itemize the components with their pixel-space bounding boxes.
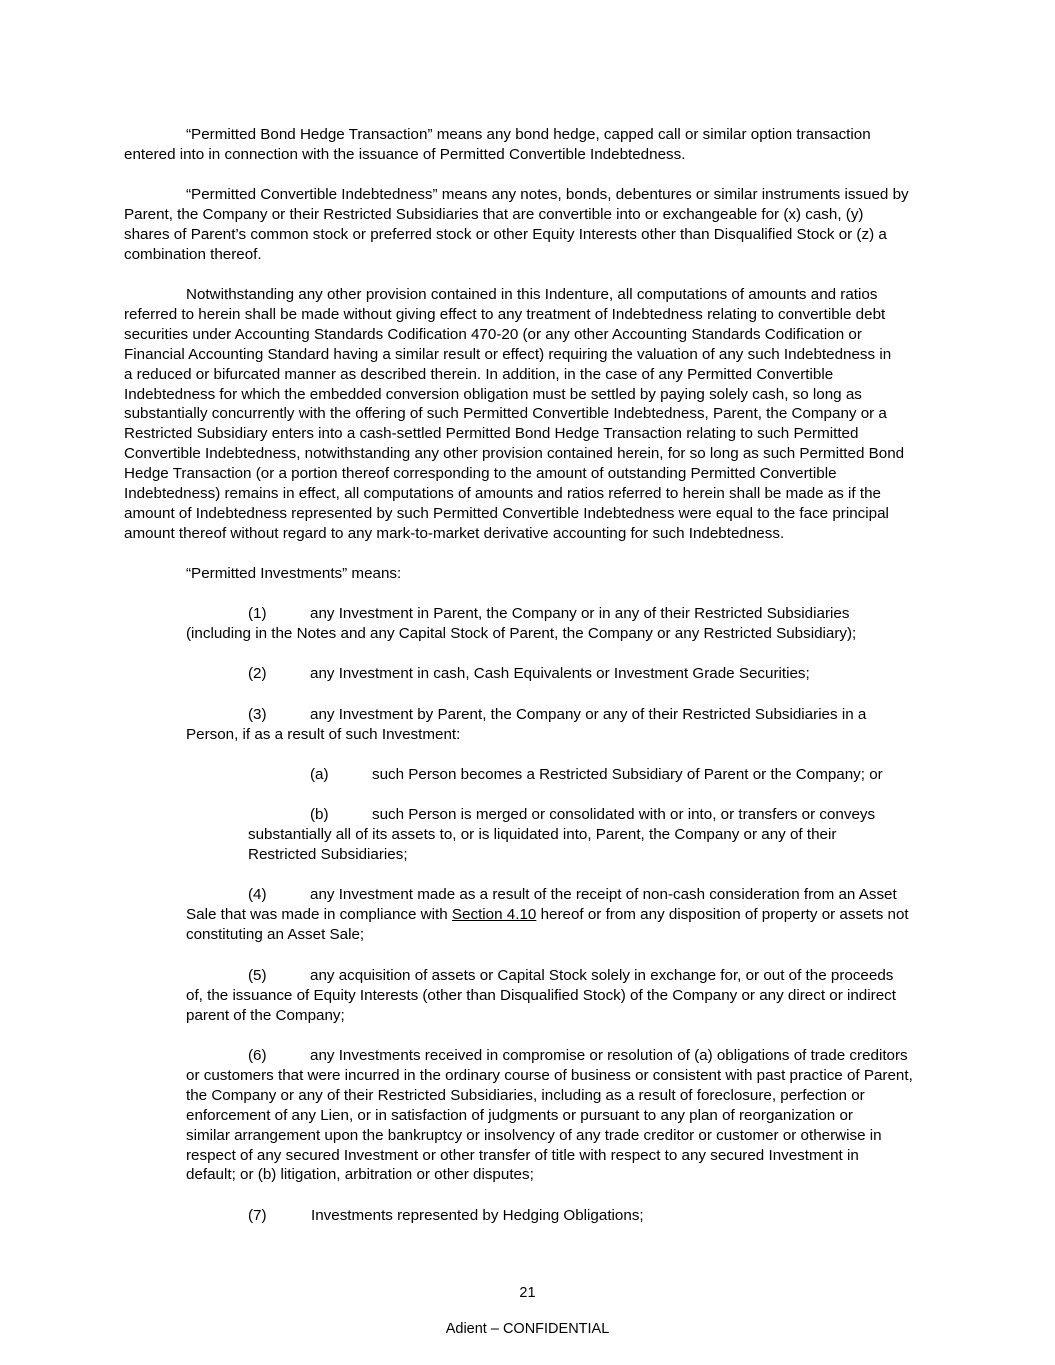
item-number: (6) bbox=[248, 1047, 267, 1064]
text-line: similar arrangement upon the bankruptcy or insolvency of any trade creditor or customer or otherwise in bbox=[186, 1126, 882, 1144]
text-line: Hedge Transaction (or a portion thereof corresponding to the amount of outstanding Permitted Convertible bbox=[124, 465, 837, 483]
confidential-footer: Adient – CONFIDENTIAL bbox=[445, 1321, 610, 1337]
text-line: such Person is merged or consolidated with or into, or transfers or conveys bbox=[372, 806, 876, 823]
text-line: any acquisition of assets or Capital Stock solely in exchange for, or out of the proceeds bbox=[310, 967, 894, 984]
text-line: such Person becomes a Restricted Subsidiary of Parent or the Company; or bbox=[372, 766, 883, 783]
text-segment: Sale that was made in compliance with bbox=[186, 905, 452, 923]
list-item-4 bbox=[186, 885, 909, 945]
list-item-5 bbox=[186, 966, 896, 1026]
text-line: “Permitted Investments” means: bbox=[186, 565, 402, 582]
text-line: Indebtedness for which the embedded conversion obligation must be settled by paying solely cash, so long as bbox=[124, 385, 862, 403]
text-line: any Investment in Parent, the Company or in any of their Restricted Subsidiaries bbox=[310, 605, 850, 622]
list-item-7 bbox=[186, 1206, 644, 1226]
page-number: 21 bbox=[519, 1285, 536, 1301]
text-line: of, the issuance of Equity Interests (other than Disqualified Stock) of the Company or any direct or indirect bbox=[186, 986, 896, 1004]
notwithstanding-paragraph bbox=[124, 285, 904, 544]
text-line: Convertible Indebtedness, notwithstanding any other provision contained herein, for so long as such Permitted Bond bbox=[124, 445, 905, 463]
item-number: (5) bbox=[248, 967, 267, 984]
text-line: amount of Indebtedness represented by such Permitted Convertible Indebtedness were equal to the face principal bbox=[124, 504, 889, 522]
item-number: (a) bbox=[310, 766, 329, 783]
text-line: any Investment made as a result of the receipt of non-cash consideration from an Asset bbox=[310, 886, 897, 903]
text-line: referred to herein shall be made without giving effect to any treatment of Indebtedness relating to convertible debt bbox=[124, 305, 886, 323]
list-item-6 bbox=[186, 1046, 913, 1185]
list-item-2 bbox=[186, 664, 810, 684]
text-line: substantially concurrently with the offering of such Permitted Convertible Indebtedness, Parent, the Company or a bbox=[124, 405, 887, 423]
text-line: entered into in connection with the issuance of Permitted Convertible Indebtedness. bbox=[124, 145, 686, 163]
item-number: (3) bbox=[248, 706, 267, 723]
list-item-3b bbox=[248, 805, 875, 865]
text-segment: hereof or from any disposition of property or assets not bbox=[536, 905, 909, 923]
list-item-1 bbox=[186, 604, 856, 644]
text-line: the Company or any of their Restricted Subsidiaries, including as a result of foreclosure, perfection or bbox=[186, 1086, 865, 1104]
text-line: default; or (b) litigation, arbitration or other disputes; bbox=[186, 1166, 534, 1184]
text-line: Person, if as a result of such Investment: bbox=[186, 725, 461, 743]
text-line: enforcement of any Lien, or in satisfaction of judgments or pursuant to any plan of reorganization or bbox=[186, 1106, 853, 1124]
text-line: securities under Accounting Standards Codification 470-20 (or any other Accounting Standards Codification or bbox=[124, 325, 862, 343]
text-line: respect of any secured Investment or other transfer of title with respect to any secured Investment in bbox=[186, 1146, 859, 1164]
text-line: constituting an Asset Sale; bbox=[186, 925, 365, 943]
definition-permitted-investments bbox=[186, 564, 401, 584]
text-line: combination thereof. bbox=[124, 245, 262, 263]
text-line: any Investment in cash, Cash Equivalents or Investment Grade Securities; bbox=[310, 665, 810, 682]
text-line: Investments represented by Hedging Obligations; bbox=[311, 1207, 644, 1224]
text-line: Notwithstanding any other provision contained in this Indenture, all computations of amounts and ratios bbox=[186, 286, 878, 303]
text-line: Financial Accounting Standard having a similar result or effect) requiring the valuation of any such Indebtedness in bbox=[124, 345, 892, 363]
text-line: substantially all of its assets to, or is liquidated into, Parent, the Company or any of their bbox=[248, 825, 837, 843]
text-line: Restricted Subsidiary enters into a cash-settled Permitted Bond Hedge Transaction relating to such Permitted bbox=[124, 425, 859, 443]
text-line: amount thereof without regard to any mark-to-market derivative accounting for such Indebtedness. bbox=[124, 524, 785, 542]
list-item-3a bbox=[248, 765, 883, 785]
text-line bbox=[186, 905, 909, 925]
section-reference-link[interactable]: Section 4.10 bbox=[451, 905, 537, 923]
list-item-3 bbox=[186, 705, 866, 745]
text-line: (including in the Notes and any Capital Stock of Parent, the Company or any Restricted Subsidiary); bbox=[186, 624, 857, 642]
text-line: “Permitted Bond Hedge Transaction” means any bond hedge, capped call or similar option transaction bbox=[186, 126, 871, 143]
item-number: (7) bbox=[248, 1207, 267, 1224]
item-number: (4) bbox=[248, 886, 267, 903]
definition-permitted-convertible-indebtedness bbox=[124, 185, 909, 265]
text-line: “Permitted Convertible Indebtedness” means any notes, bonds, debentures or similar instruments issued by bbox=[186, 186, 909, 203]
definition-permitted-bond-hedge bbox=[124, 125, 871, 165]
item-number: (b) bbox=[310, 806, 329, 823]
text-line: any Investment by Parent, the Company or any of their Restricted Subsidiaries in a bbox=[310, 706, 867, 723]
text-line: any Investments received in compromise or resolution of (a) obligations of trade creditors bbox=[310, 1047, 908, 1064]
item-number: (1) bbox=[248, 605, 267, 622]
item-number: (2) bbox=[248, 665, 267, 682]
text-line: Restricted Subsidiaries; bbox=[248, 845, 408, 863]
text-line: a reduced or bifurcated manner as described therein. In addition, in the case of any Permitted Convertible bbox=[124, 365, 834, 383]
text-line: shares of Parent’s common stock or preferred stock or other Equity Interests other than Disqualified Stock or (z) a bbox=[124, 225, 887, 243]
text-line: parent of the Company; bbox=[186, 1006, 345, 1024]
text-line: Indebtedness) remains in effect, all computations of amounts and ratios referred to herein shall be made as if the bbox=[124, 485, 881, 503]
text-line: Parent, the Company or their Restricted Subsidiaries that are convertible into or exchangeable for (x) cash, (y) bbox=[124, 205, 864, 223]
text-line: or customers that were incurred in the ordinary course of business or consistent with past practice of Parent, bbox=[186, 1066, 913, 1084]
